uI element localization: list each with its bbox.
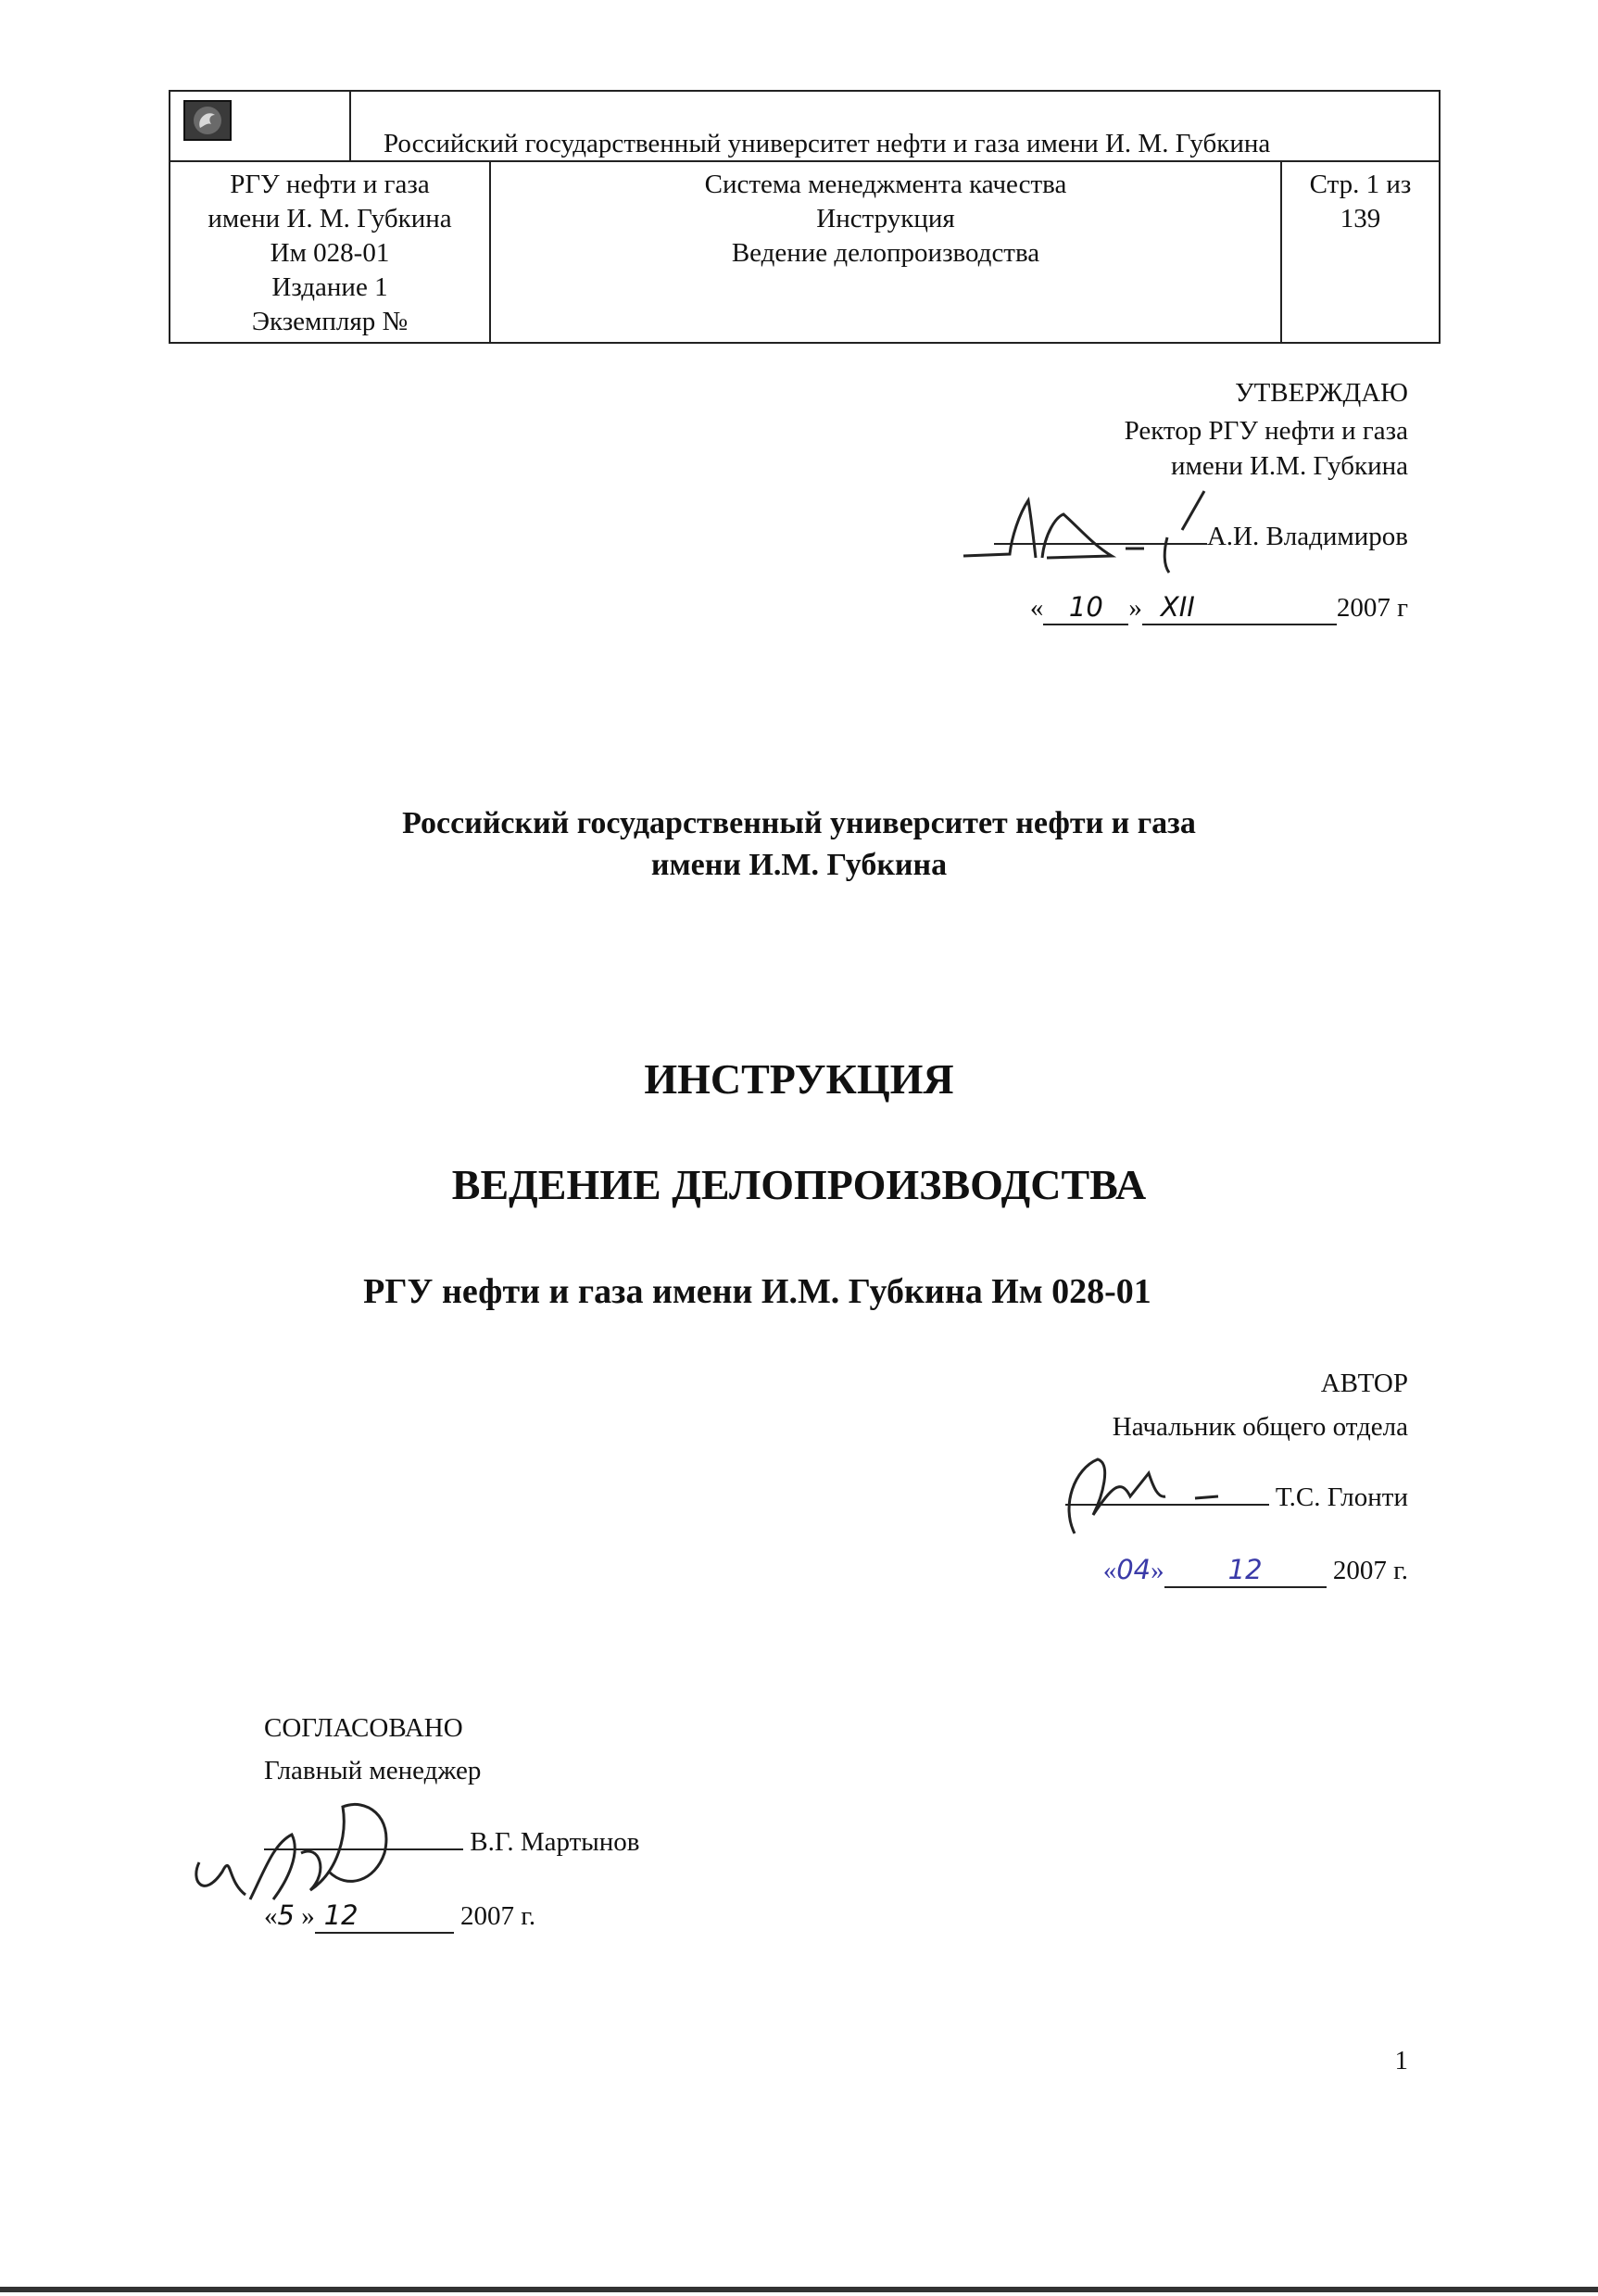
header-left-line: РГУ нефти и газа [230,170,430,199]
author-date-month-field [1164,1554,1327,1588]
approval-date: « 10 » XII 2007 г [1030,591,1408,625]
header-left-line: Им 028-01 [270,238,390,268]
logo-cell [170,92,351,160]
approval-date-month: XII [1160,591,1195,623]
org-name-line2: имени И.М. Губкина [650,848,948,882]
page-label: Стр. 1 из [1309,170,1412,199]
page-number: 1 [1394,2046,1408,2075]
approval-position-line2: имени И.М. Губкина [1170,451,1408,481]
document-code: РГУ нефти и газа имени И.М. Губкина Им 028-01 [363,1272,1151,1311]
approval-position-line1: Ректор РГУ нефти и газа [1124,416,1408,446]
approval-date-year: 2007 г [1336,593,1408,623]
approval-title: УТВЕРЖДАЮ [1235,378,1408,408]
agreed-name: В.Г. Мартынов [470,1827,640,1857]
header-university-name: Российский государственный университет нефти и газа имени И. М. Губкина [384,129,1271,158]
header-center-line: Инструкция [816,204,955,233]
header-info-row [169,160,1441,344]
header-left-line: Издание 1 [271,272,388,302]
document-title: ВЕДЕНИЕ ДЕЛОПРОИЗВОДСТВА [451,1161,1147,1208]
author-position: Начальник общего отдела [1112,1412,1408,1442]
agreed-date-day: 5 [277,1899,295,1931]
approval-date-day-field [1043,591,1128,625]
header-left-cell [170,160,491,342]
approval-name: А.И. Владимиров [1206,522,1408,551]
header-page-cell [1282,160,1439,342]
header-center-cell [491,160,1282,342]
header-center-line: Система менеджмента качества [704,170,1067,199]
header-left-line: Экземпляр № [251,307,409,336]
header-center-line: Ведение делопроизводства [731,238,1040,268]
author-date: «04» 12 2007 г. [1103,1554,1408,1588]
header-top-row [169,90,1441,162]
rector-signature-icon [954,473,1232,574]
page-total: 139 [1340,204,1381,233]
scan-edge-divider [0,2287,1598,2292]
agreed-title: СОГЛАСОВАНО [264,1713,463,1743]
org-name-line1: Российский государственный университет нефти и газа [402,806,1196,840]
agreed-date-month: 12 [323,1899,359,1931]
author-title: АВТОР [1320,1369,1408,1398]
author-date-year: 2007 г. [1332,1556,1408,1585]
author-date-month: 12 [1227,1554,1263,1585]
manager-signature-icon [181,1760,459,1918]
approval-date-month-field [1142,591,1337,625]
agreed-date-month-field [315,1899,454,1934]
agreed-date: «5 » 12 2007 г. [264,1899,535,1934]
agreed-date-year: 2007 г. [459,1901,536,1931]
agreed-position: Главный менеджер [264,1756,482,1785]
author-name: Т.С. Глонти [1275,1482,1408,1512]
author-signature-icon [1056,1432,1260,1543]
approval-date-day: 10 [1068,591,1103,623]
document-type: ИНСТРУКЦИЯ [644,1055,954,1103]
author-date-day: 04 [1116,1554,1151,1585]
university-logo-icon [183,100,232,141]
header-left-line: имени И. М. Губкина [208,204,452,233]
